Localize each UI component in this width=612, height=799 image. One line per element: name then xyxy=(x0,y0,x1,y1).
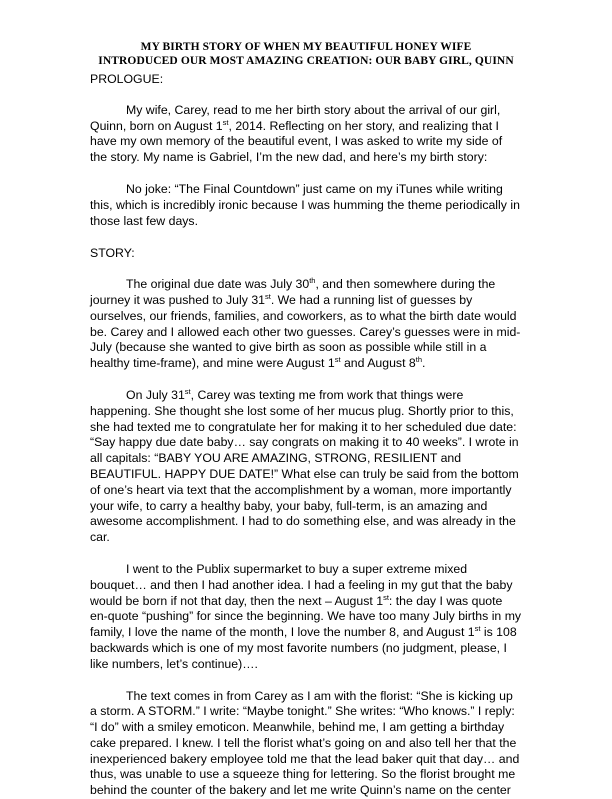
text-run: , 2014. Reflecting on her story, and realizing that I have my own memory of the beautiful event, I was asked to write my side of the story. My name is Gabriel, I’m the new dad, and here’s my birth story: xyxy=(90,119,502,165)
text-run: The text comes in from Carey as I am with the florist: “She is kicking up a storm. A STORM.” I write: “Maybe tonight.” She writes: “Who knows.” I reply: “I do” with a smiley emoticon. Meanwhile, behind me, I am getting a birthday cake prepared. I knew. I tell the florist what’s going on and also tell her that the inexperienced bakery employee told me that the lead baker quit that day… and thus, was unable to use a squeeze thing for lettering. So the florist brought me behind the counter of the bakery and let me write Quinn’s name on the center xyxy=(90,689,519,798)
text-run: I went to the Publix supermarket to buy a super extreme mixed bouquet… and then I had another idea. I had a feeling in my gut that the baby would be born if not that day, then the next – August 1 xyxy=(90,562,513,608)
ordinal-suffix: st xyxy=(335,355,341,364)
story-heading: STORY: xyxy=(90,246,522,262)
text-run: , and then somewhere during the journey it was pushed to July 31 xyxy=(90,277,495,307)
ordinal-suffix: st xyxy=(185,387,191,396)
document-title-line-2: INTRODUCED OUR MOST AMAZING CREATION: OUR BABY GIRL, QUINN xyxy=(90,54,522,68)
text-run: My wife, Carey, read to me her birth story about the arrival of our girl, Quinn, born on August 1 xyxy=(90,103,500,133)
text-run: , Carey was texting me from work that things were happening. She thought she lost some of her mucus plug. Shortly prior to this, she had texted me to congratulate her for making it to her scheduled due date: “Say happy due date baby… say congrats on making it to 40 weeks”. I wrote in all capitals: “BABY YOU ARE AMAZING, STRONG, RESILIENT and BEAUTIFUL. HAPPY DUE DATE!” What else can truly be said from the bottom of one’s heart via text that the accomplishment by a woman, more importantly your wife, to carry a healthy baby, your baby, full-term, is an amazing and awesome accomplishment. I had to do something else, and was already in the car. xyxy=(90,388,519,544)
ordinal-suffix: st xyxy=(383,593,389,602)
text-run: : the day I was quote en-quote “pushing” for since the beginning. We have too many July births in my family, I love the name of the month, I love the number 8, and August 1 xyxy=(90,594,521,640)
story-paragraph-2 xyxy=(90,388,522,546)
text-run: On July 31 xyxy=(126,388,185,402)
ordinal-suffix: th xyxy=(416,355,422,364)
text-run: . xyxy=(422,356,425,370)
text-run: is 108 backwards which is one of my most favorite numbers (no judgment, please, I like numbers, let’s continue)…. xyxy=(90,625,517,671)
story-paragraph-3 xyxy=(90,562,522,673)
text-run: No joke: “The Final Countdown” just came on my iTunes while writing this, which is incredibly ironic because I was humming the theme periodically in those last few days. xyxy=(90,182,520,228)
ordinal-suffix: st xyxy=(223,118,229,127)
ordinal-suffix: st xyxy=(265,292,271,301)
prologue-paragraph-1 xyxy=(90,103,522,166)
ordinal-suffix: th xyxy=(309,276,315,285)
text-run: and August 8 xyxy=(341,356,416,370)
document-title-line-1: MY BIRTH STORY OF WHEN MY BEAUTIFUL HONEY WIFE xyxy=(90,40,522,54)
story-paragraph-4 xyxy=(90,689,522,799)
text-run: The original due date was July 30 xyxy=(126,277,309,291)
prologue-paragraph-2 xyxy=(90,182,522,229)
text-run: . We had a running list of guesses by ourselves, our friends, families, and coworkers, as to what the birth date would be. Carey and I allowed each other two guesses. Carey’s guesses were in mid-July (because she wanted to give birth as soon as possible while still in a healthy time-frame), and mine were August 1 xyxy=(90,293,520,370)
story-paragraph-1 xyxy=(90,277,522,372)
prologue-heading: PROLOGUE: xyxy=(90,72,522,88)
ordinal-suffix: st xyxy=(475,624,481,633)
